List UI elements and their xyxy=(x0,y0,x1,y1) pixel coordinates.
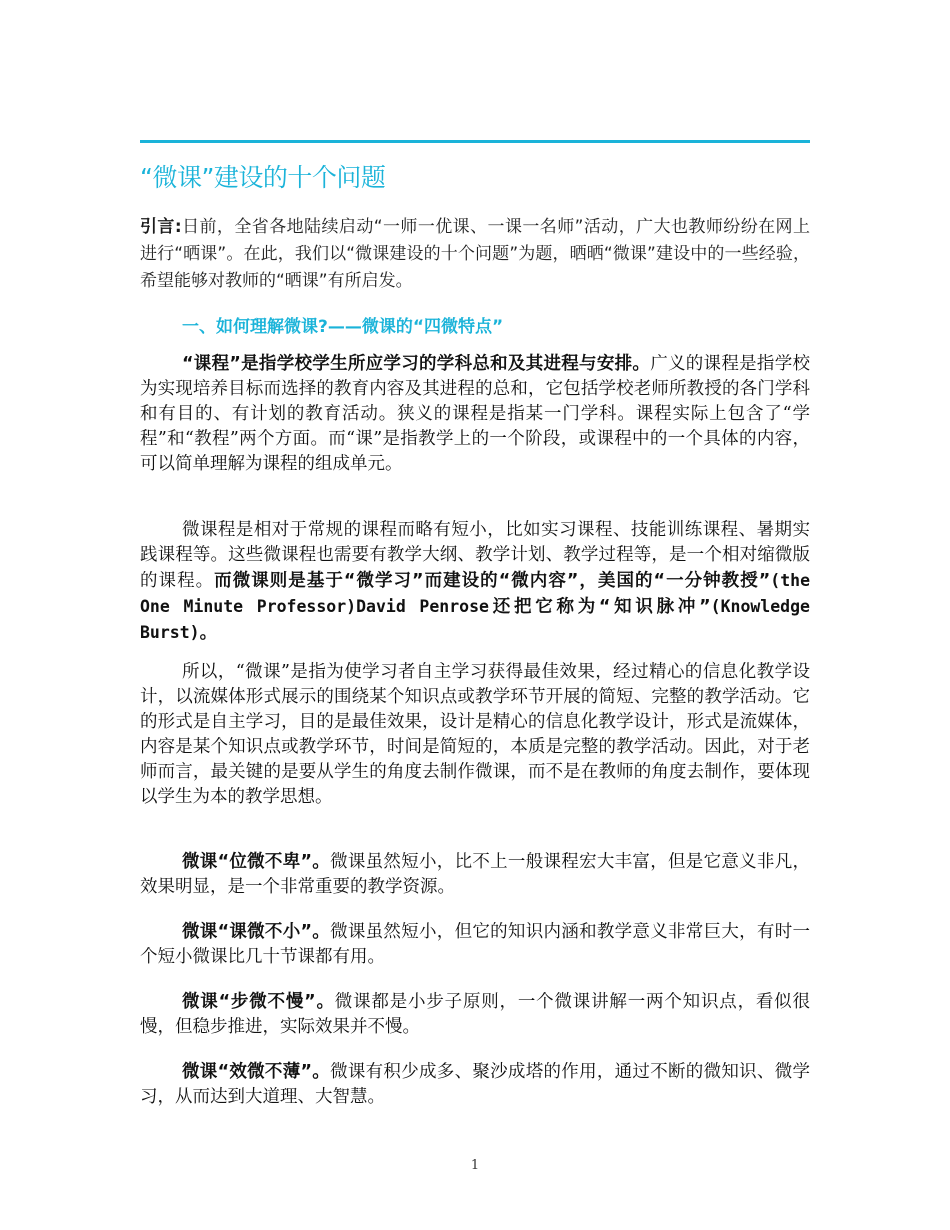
feature-title: 微课“步微不慢”。 xyxy=(182,992,335,1012)
paragraph-bold-end: 。 xyxy=(199,623,218,643)
intro-label: 引言: xyxy=(140,217,182,237)
feature-text: 微课虽然短小，比不上一般课程宏大丰富，但是它意义非凡，效果明显，是一个非常重要的教学资源。 xyxy=(140,852,810,897)
paragraph-feature-2 xyxy=(140,920,810,970)
paragraph-feature-1 xyxy=(140,850,810,900)
paragraph-feature-3 xyxy=(140,990,810,1040)
paragraph-text: 所以，“微课”是指为使学习者自主学习获得最佳效果，经过精心的信息化教学设计，以流媒体形式展示的围绕某个知识点或教学环节开展的简短、完整的教学活动。它的形式是自主学习，目的是最佳效果，设计是精心的信息化教学设计，形式是流媒体，内容是某个知识点或教学环节，时间是简短的，本质是完整的教学活动。因此，对于老师而言，最关键的是要从学生的角度去制作微课，而不是在教师的角度去制作，要体现以学生为本的教学思想。 xyxy=(140,662,810,807)
feature-title: 微课“位微不卑”。 xyxy=(182,852,331,872)
feature-title: 微课“课微不小”。 xyxy=(182,922,331,942)
intro-paragraph xyxy=(140,214,810,295)
paragraph-text: 微课程是相对于常规的课程而略有短小，比如实习课程、技能训练课程、暑期实践课程等。这些微课程也需要有教学大纲、教学计划、教学过程等，是一个相对缩微版的课程。 xyxy=(140,520,810,591)
title-rule xyxy=(140,140,810,143)
paragraph-feature-4 xyxy=(140,1060,810,1110)
intro-text: 日前，全省各地陆续启动“一师一优课、一课一名师”活动，广大也教师纷纷在网上进行“晒课”。在此，我们以“微课建设的十个问题”为题，晒晒“微课”建设中的一些经验，希望能够对教师的“晒课”有所启发。 xyxy=(140,217,810,291)
paragraph-english-text: (Knowledge Burst) xyxy=(140,597,810,642)
paragraph-english-text: (the One Minute Professor)David Penrose xyxy=(140,571,811,616)
section-heading-1: 一、如何理解微课?——微课的“四微特点” xyxy=(182,317,504,337)
paragraph-micro-lesson-definition xyxy=(140,660,810,810)
paragraph-text: 广义的课程是指学校为实现培养目标而选择的教育内容及其进程的总和，它包括学校老师所教授的各门学科和有目的、有计划的教育活动。狭义的课程是指某一门学科。课程实际上包含了“学程”和“教程”两个方面。而“课”是指教学上的一个阶段，或课程中的一个具体的内容，可以简单理解为课程的组成单元。 xyxy=(140,354,810,474)
paragraph-bold-lead: “课程”是指学校学生所应学习的学科总和及其进程与安排。 xyxy=(182,354,651,374)
feature-text: 微课虽然短小，但它的知识内涵和教学意义非常巨大，有时一个短小微课比几十节课都有用。 xyxy=(140,922,810,967)
document-title: “微课”建设的十个问题 xyxy=(140,163,386,192)
feature-text: 微课都是小步子原则，一个微课讲解一两个知识点，看似很慢，但稳步推进，实际效果并不慢。 xyxy=(140,992,810,1037)
paragraph-micro-course xyxy=(140,518,810,646)
feature-text: 微课有积少成多、聚沙成塔的作用，通过不断的微知识、微学习，从而达到大道理、大智慧。 xyxy=(140,1062,810,1107)
feature-title: 微课“效微不薄”。 xyxy=(182,1062,331,1082)
paragraph-course-definition xyxy=(140,352,810,477)
paragraph-bold-text: 而微课则是基于“微学习”而建设的“微内容”，美国的“一分钟教授” xyxy=(214,571,771,591)
paragraph-bold-text: 还把它称为“知识脉冲” xyxy=(488,597,711,617)
page-number: 1 xyxy=(470,1158,480,1173)
